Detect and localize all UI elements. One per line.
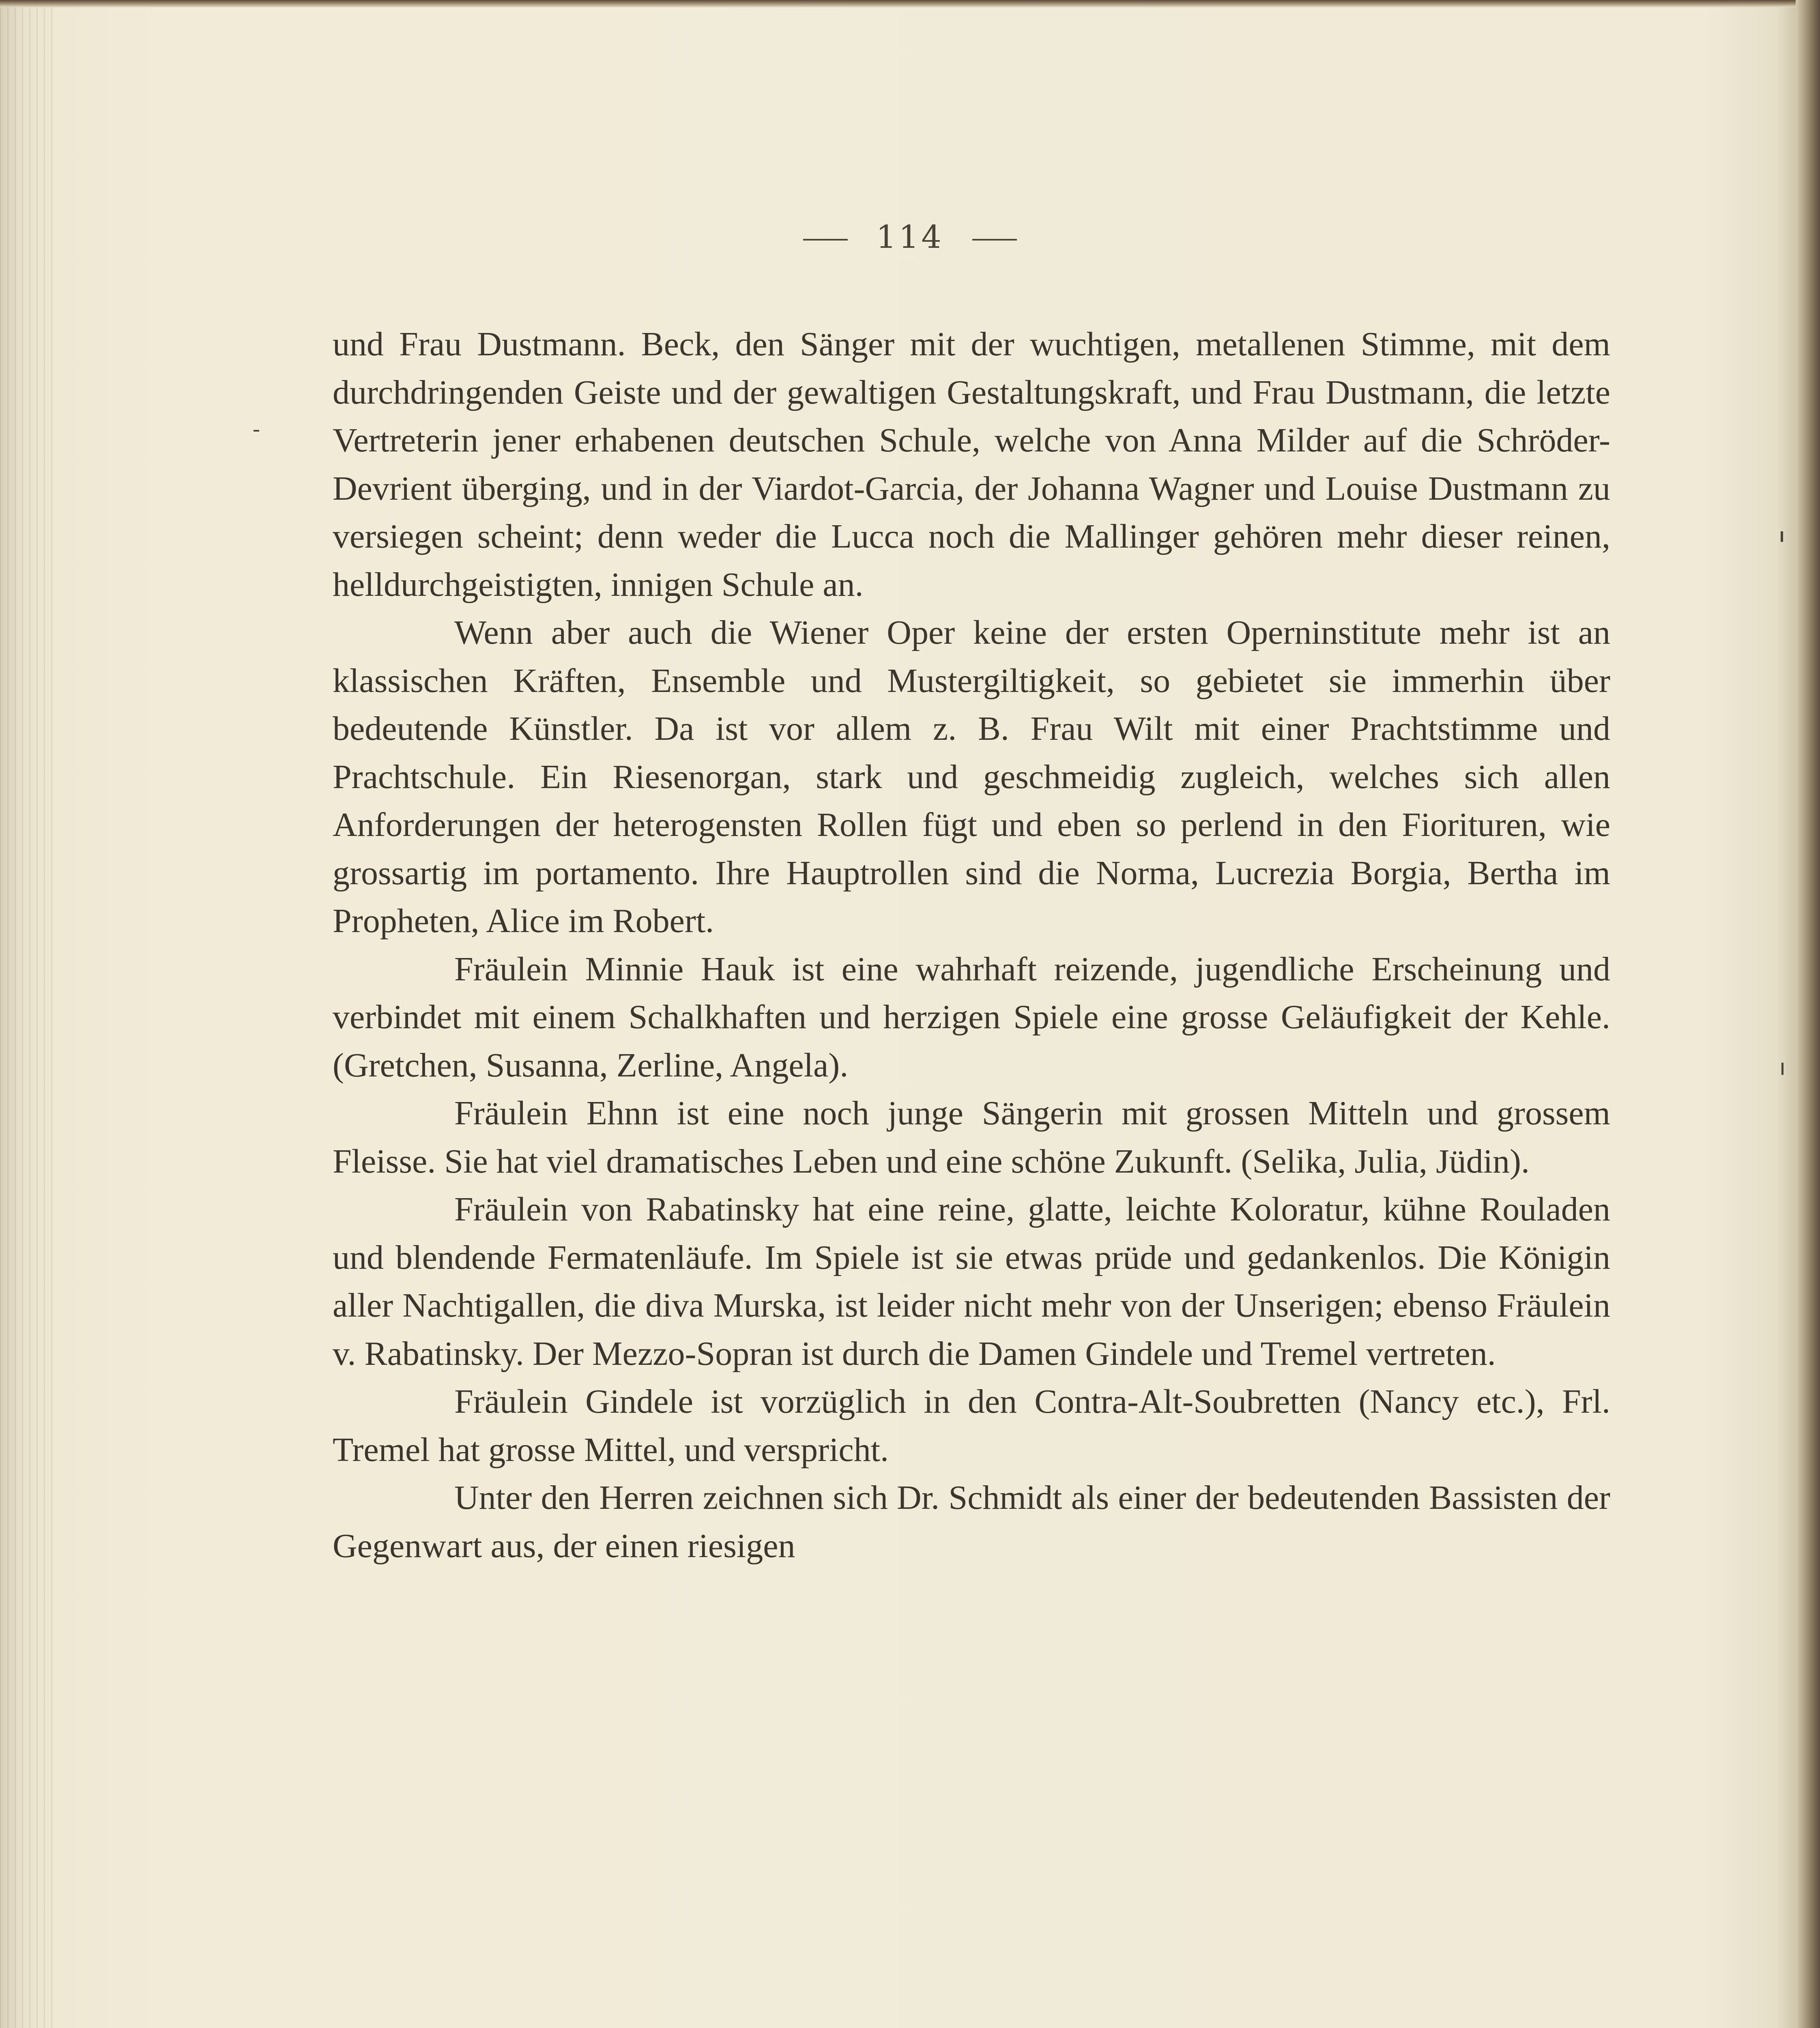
paragraph: Fräulein Minnie Hauk ist eine wahrhaft reizende, jugendliche Erscheinung und verbindet mit einem Schalkhaften und herzigen Spiele eine grosse Geläufigkeit der Kehle. (Gretchen, Susanna, Zerline, Angela). xyxy=(333,950,1610,1084)
margin-ink-mark xyxy=(254,430,259,432)
margin-ink-mark xyxy=(1781,1063,1783,1075)
page-right-edge xyxy=(1796,0,1820,2028)
page-number-value: 114 xyxy=(876,219,944,256)
paragraph: Fräulein Ehnn ist eine noch junge Sängerin mit grossen Mitteln und grossem Fleisse. Sie hat viel dramatisches Leben und eine schöne Zukunft. (Selika, Julia, Jüdin). xyxy=(333,1094,1610,1180)
paragraph: Fräulein von Rabatinsky hat eine reine, glatte, leichte Koloratur, kühne Rouladen und blendende Fermatenläufe. Im Spiele ist sie etwas prüde und gedankenlos. Die Königin aller Nachtigallen, die diva Murska, ist leider nicht mehr von der Unserigen; ebenso Fräulein v. Rabatinsky. Der Mezzo-Sopran ist durch die Damen Gindele und Tremel vertreten. xyxy=(333,1190,1610,1373)
margin-ink-mark xyxy=(1781,531,1783,542)
paragraph: Fräulein Gindele ist vorzüglich in den Contra-Alt-Soubretten (Nancy etc.), Frl. Tremel hat grosse Mittel, und verspricht. xyxy=(333,1383,1610,1469)
book-spine-edge xyxy=(0,0,53,2028)
body-text xyxy=(333,320,1610,1570)
page-number-dash-right xyxy=(972,239,1017,241)
page-number-dash-left xyxy=(803,239,848,241)
paragraph: Wenn aber auch die Wiener Oper keine der ersten Operninstitute mehr ist an klassischen Kräften, Ensemble und Mustergiltigkeit, so gebietet sie immerhin über bedeutende Künstler. Da ist vor allem z. B. Frau Wilt mit einer Prachtstimme und Prachtschule. Ein Riesenorgan, stark und geschmeidig zugleich, welches sich allen Anforderungen der heterogensten Rollen fügt und eben so perlend in den Fiorituren, wie grossartig im portamento. Ihre Hauptrollen sind die Norma, Lucrezia Borgia, Bertha im Propheten, Alice im Robert. xyxy=(333,614,1610,940)
paragraph: Unter den Herren zeichnen sich Dr. Schmidt als einer der bedeutenden Bassisten der Gegenwart aus, der einen riesigen xyxy=(333,1479,1610,1565)
page-number xyxy=(0,219,1820,256)
page-top-edge xyxy=(0,0,1820,7)
paragraph: und Frau Dustmann. Beck, den Sänger mit der wuchtigen, metallenen Stimme, mit dem durchdringenden Geiste und der gewaltigen Gestaltungskraft, und Frau Dustmann, die letzte Vertreterin jener erhabenen deutschen Schule, welche von Anna Milder auf die Schröder-Devrient überging, und in der Viardot-Garcia, der Johanna Wagner und Louise Dustmann zu versiegen scheint; denn weder die Lucca noch die Mallinger gehören mehr dieser reinen, helldurchgeistigten, innigen Schule an. xyxy=(333,325,1610,604)
